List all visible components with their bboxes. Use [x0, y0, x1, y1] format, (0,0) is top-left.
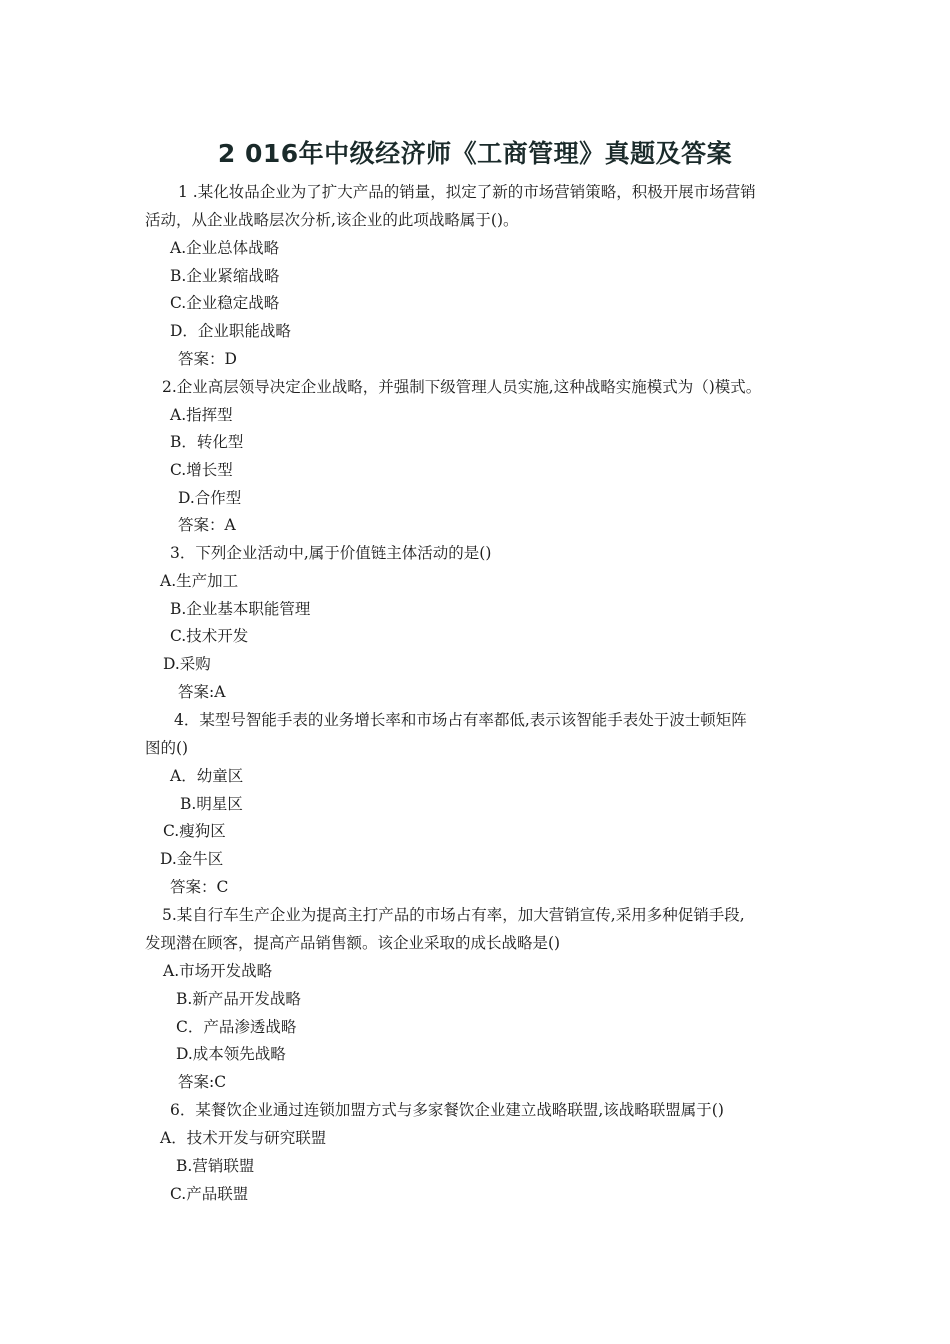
question-4-option-c: C.瘦狗区 [163, 822, 226, 840]
question-6-option-a: A．技术开发与研究联盟 [160, 1129, 327, 1147]
question-4-option-a: A．幼童区 [170, 767, 244, 785]
question-2-option-a: A.指挥型 [170, 406, 233, 424]
question-3-option-a: A.生产加工 [160, 572, 239, 590]
question-5-answer: 答案:C [178, 1073, 227, 1091]
question-4-stem-line-2: 图的() [145, 739, 189, 757]
question-6-option-c: C.产品联盟 [170, 1185, 249, 1203]
question-4-option-d: D.金牛区 [160, 850, 224, 868]
question-1-option-d: D．企业职能战略 [170, 322, 291, 340]
document-title: 2 016年中级经济师《工商管理》真题及答案 [217, 139, 733, 168]
question-3-option-c: C.技术开发 [170, 627, 249, 645]
question-5-option-d: D.成本领先战略 [176, 1045, 286, 1063]
question-5-stem-line-2: 发现潜在顾客，提高产品销售额。该企业采取的成长战略是() [145, 934, 561, 952]
question-4-stem-line-1: 4．某型号智能手表的业务增长率和市场占有率都低,表示该智能手表处于波士顿矩阵 [174, 711, 747, 729]
question-6-stem-line-1: 6．某餐饮企业通过连锁加盟方式与多家餐饮企业建立战略联盟,该战略联盟属于() [170, 1101, 724, 1119]
question-3-option-b: B.企业基本职能管理 [170, 600, 311, 618]
question-2-answer: 答案：A [178, 516, 236, 534]
question-5-option-a: A.市场开发战略 [163, 962, 273, 980]
question-2-option-d: D.合作型 [178, 489, 242, 507]
question-5-stem-line-1: 5.某自行车生产企业为提高主打产品的市场占有率，加大营销宣传,采用多种促销手段, [162, 906, 745, 924]
question-5-option-b: B.新产品开发战略 [176, 990, 301, 1008]
question-5-option-c: C．产品渗透战略 [176, 1018, 297, 1036]
question-1-option-c: C.企业稳定战略 [170, 294, 280, 312]
question-2-option-c: C.增长型 [170, 461, 233, 479]
question-1-answer: 答案：D [178, 350, 237, 368]
question-1-option-a: A.企业总体战略 [170, 239, 280, 257]
question-3-stem-line-1: 3．下列企业活动中,属于价值链主体活动的是() [170, 544, 492, 562]
question-1-option-b: B.企业紧缩战略 [170, 267, 280, 285]
question-1-stem-line-2: 活动，从企业战略层次分析,该企业的此项战略属于()。 [145, 211, 519, 229]
question-2-stem-line-1: 2.企业高层领导决定企业战略，并强制下级管理人员实施,这种战略实施模式为（)模式。 [162, 378, 762, 396]
question-3-answer: 答案:A [178, 683, 226, 701]
question-2-option-b: B．转化型 [170, 433, 244, 451]
question-4-option-b: B.明星区 [180, 795, 243, 813]
question-3-option-d: D.采购 [163, 655, 211, 673]
question-6-option-b: B.营销联盟 [176, 1157, 255, 1175]
question-1-stem-line-1: 1 .某化妆品企业为了扩大产品的销量，拟定了新的市场营销策略，积极开展市场营销 [178, 183, 756, 201]
question-4-answer: 答案：C [170, 878, 229, 896]
